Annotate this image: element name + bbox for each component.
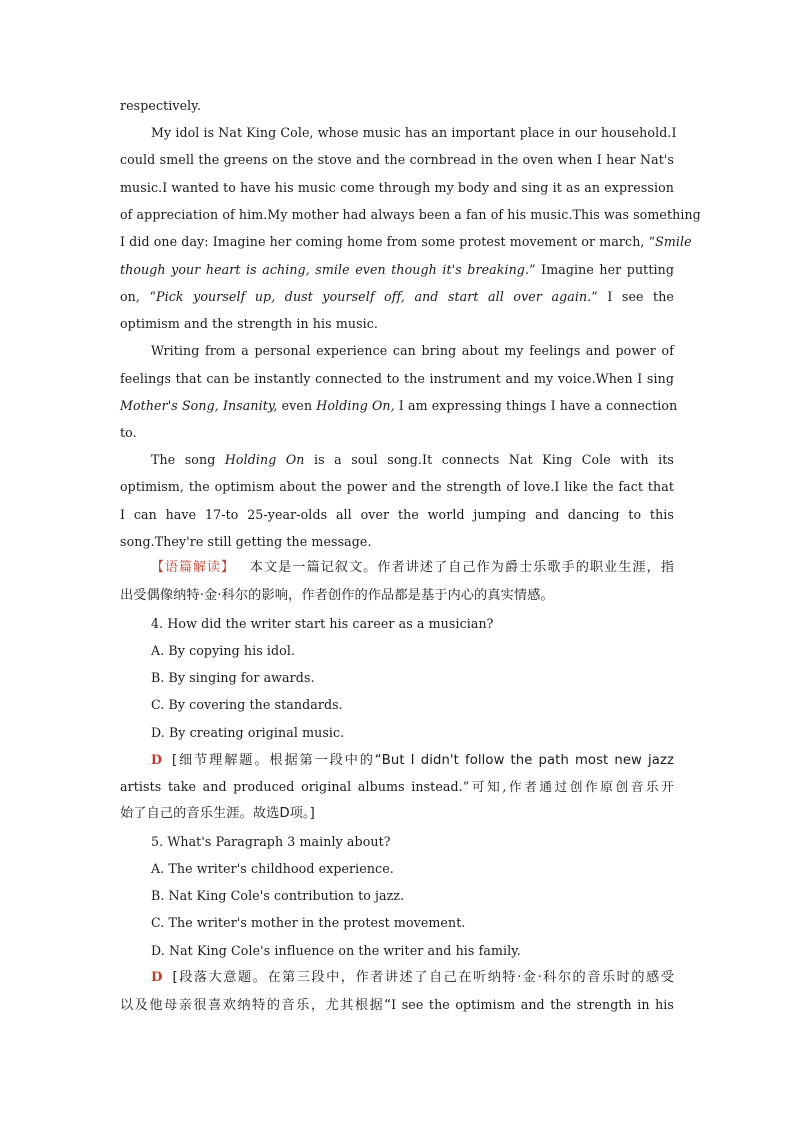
question-4-stem: 4. How did the writer start his career as a musician? — [151, 616, 494, 631]
song-title-italic: Holding On, — [316, 398, 395, 413]
answer-letter: D — [151, 970, 163, 985]
song-lyric-italic: though your heart is aching, smile even though it's breaking. — [120, 262, 530, 277]
question-4-explanation: 始了自己的音乐生涯。故选D项。] — [120, 806, 315, 821]
analysis-text: 本文是一篇记叙文。作者讲述了自己作为爵士乐歌手的职业生涯，指 — [248, 560, 674, 575]
question-4-option-a: A. By copying his idol. — [151, 643, 296, 658]
paragraph-3-line: to. — [120, 425, 137, 440]
song-lyric-italic: Pick yourself up, dust yourself off, and start all over again. — [156, 289, 592, 304]
paragraph-4-line — [151, 452, 674, 468]
paragraph-2-line: of appreciation of him.My mother had always been a fan of his music.This was something — [120, 207, 701, 222]
paragraph-3-line: feelings that can be instantly connected to the instrument and my voice.When I sing — [120, 371, 674, 386]
question-5-option-b: B. Nat King Cole's contribution to jazz. — [151, 888, 405, 903]
text-run: on, “ — [120, 289, 157, 304]
explanation-text: [段落大意题。在第三段中，作者讲述了自己在听纳特·金·科尔的音乐时的感受 — [172, 970, 674, 985]
question-4-option-d: D. By creating original music. — [151, 725, 345, 740]
question-5-explanation — [120, 997, 674, 1014]
text-run: The song — [151, 452, 225, 467]
paragraph-2-line: could smell the greens on the stove and the cornbread in the oven when I hear Nat's — [120, 152, 674, 167]
question-5-explanation — [151, 970, 674, 986]
paragraph-2-line: music.I wanted to have his music come through my body and sing it as an expression — [120, 180, 674, 195]
question-4-explanation — [151, 752, 674, 769]
text-run: ” Imagine her putting — [529, 262, 674, 277]
question-5-option-c: C. The writer's mother in the protest movement. — [151, 915, 466, 930]
song-title-italic: Holding On — [224, 452, 305, 467]
explanation-text: artists take and produced original albums instead.”可知,作者通过创作原创音乐开 — [120, 779, 674, 794]
paragraph-2-line: My idol is Nat King Cole, whose music has an important place in our household.I — [151, 125, 677, 140]
paragraph-4-line: I can have 17-to 25-year-olds all over the world jumping and dancing to this — [120, 507, 674, 522]
text-run: even — [277, 398, 317, 413]
explanation-text: 以及他母亲很喜欢纳特的音乐，尤其根据“ — [120, 998, 392, 1013]
question-4-option-b: B. By singing for awards. — [151, 670, 315, 685]
question-4-explanation — [120, 779, 674, 795]
paragraph-4-line: song.They're still getting the message. — [120, 534, 372, 549]
answer-letter: D — [151, 752, 163, 767]
passage-line: respectively. — [120, 98, 201, 113]
text-run: ” I see the — [591, 289, 674, 304]
question-4-option-c: C. By covering the standards. — [151, 697, 343, 712]
paragraph-2-line — [120, 289, 674, 305]
analysis-tag: 【语篇解读】 — [151, 560, 235, 575]
song-title-italic: Mother's Song, Insanity, — [120, 398, 278, 413]
question-5-stem: 5. What's Paragraph 3 mainly about? — [151, 834, 391, 849]
question-5-option-d: D. Nat King Cole's influence on the writer and his family. — [151, 943, 521, 958]
text-run: I am expressing things I have a connection — [394, 398, 678, 413]
text-run: I did one day: Imagine her coming home from some protest movement or march, “ — [120, 234, 656, 249]
analysis-line: 出受偶像纳特·金·科尔的影响，作者创作的作品都是基于内心的真实情感。 — [120, 588, 554, 603]
analysis-line — [151, 560, 674, 576]
paragraph-2-line — [120, 234, 692, 250]
explanation-text: [细节理解题。根据第一段中的“But I didn't follow the path most new jazz — [172, 753, 674, 768]
song-lyric-italic: Smile — [655, 234, 692, 249]
paragraph-2-line — [120, 262, 674, 278]
paragraph-4-line: optimism, the optimism about the power and the strength of love.I like the fact that — [120, 479, 674, 494]
text-run: is a soul song.It connects Nat King Cole with its — [304, 452, 674, 467]
paragraph-2-line: optimism and the strength in his music. — [120, 316, 379, 331]
question-5-option-a: A. The writer's childhood experience. — [151, 861, 394, 876]
paragraph-3-line: Writing from a personal experience can bring about my feelings and power of — [151, 343, 674, 358]
paragraph-3-line — [120, 398, 678, 414]
explanation-text: I see the optimism and the strength in his — [391, 997, 674, 1012]
